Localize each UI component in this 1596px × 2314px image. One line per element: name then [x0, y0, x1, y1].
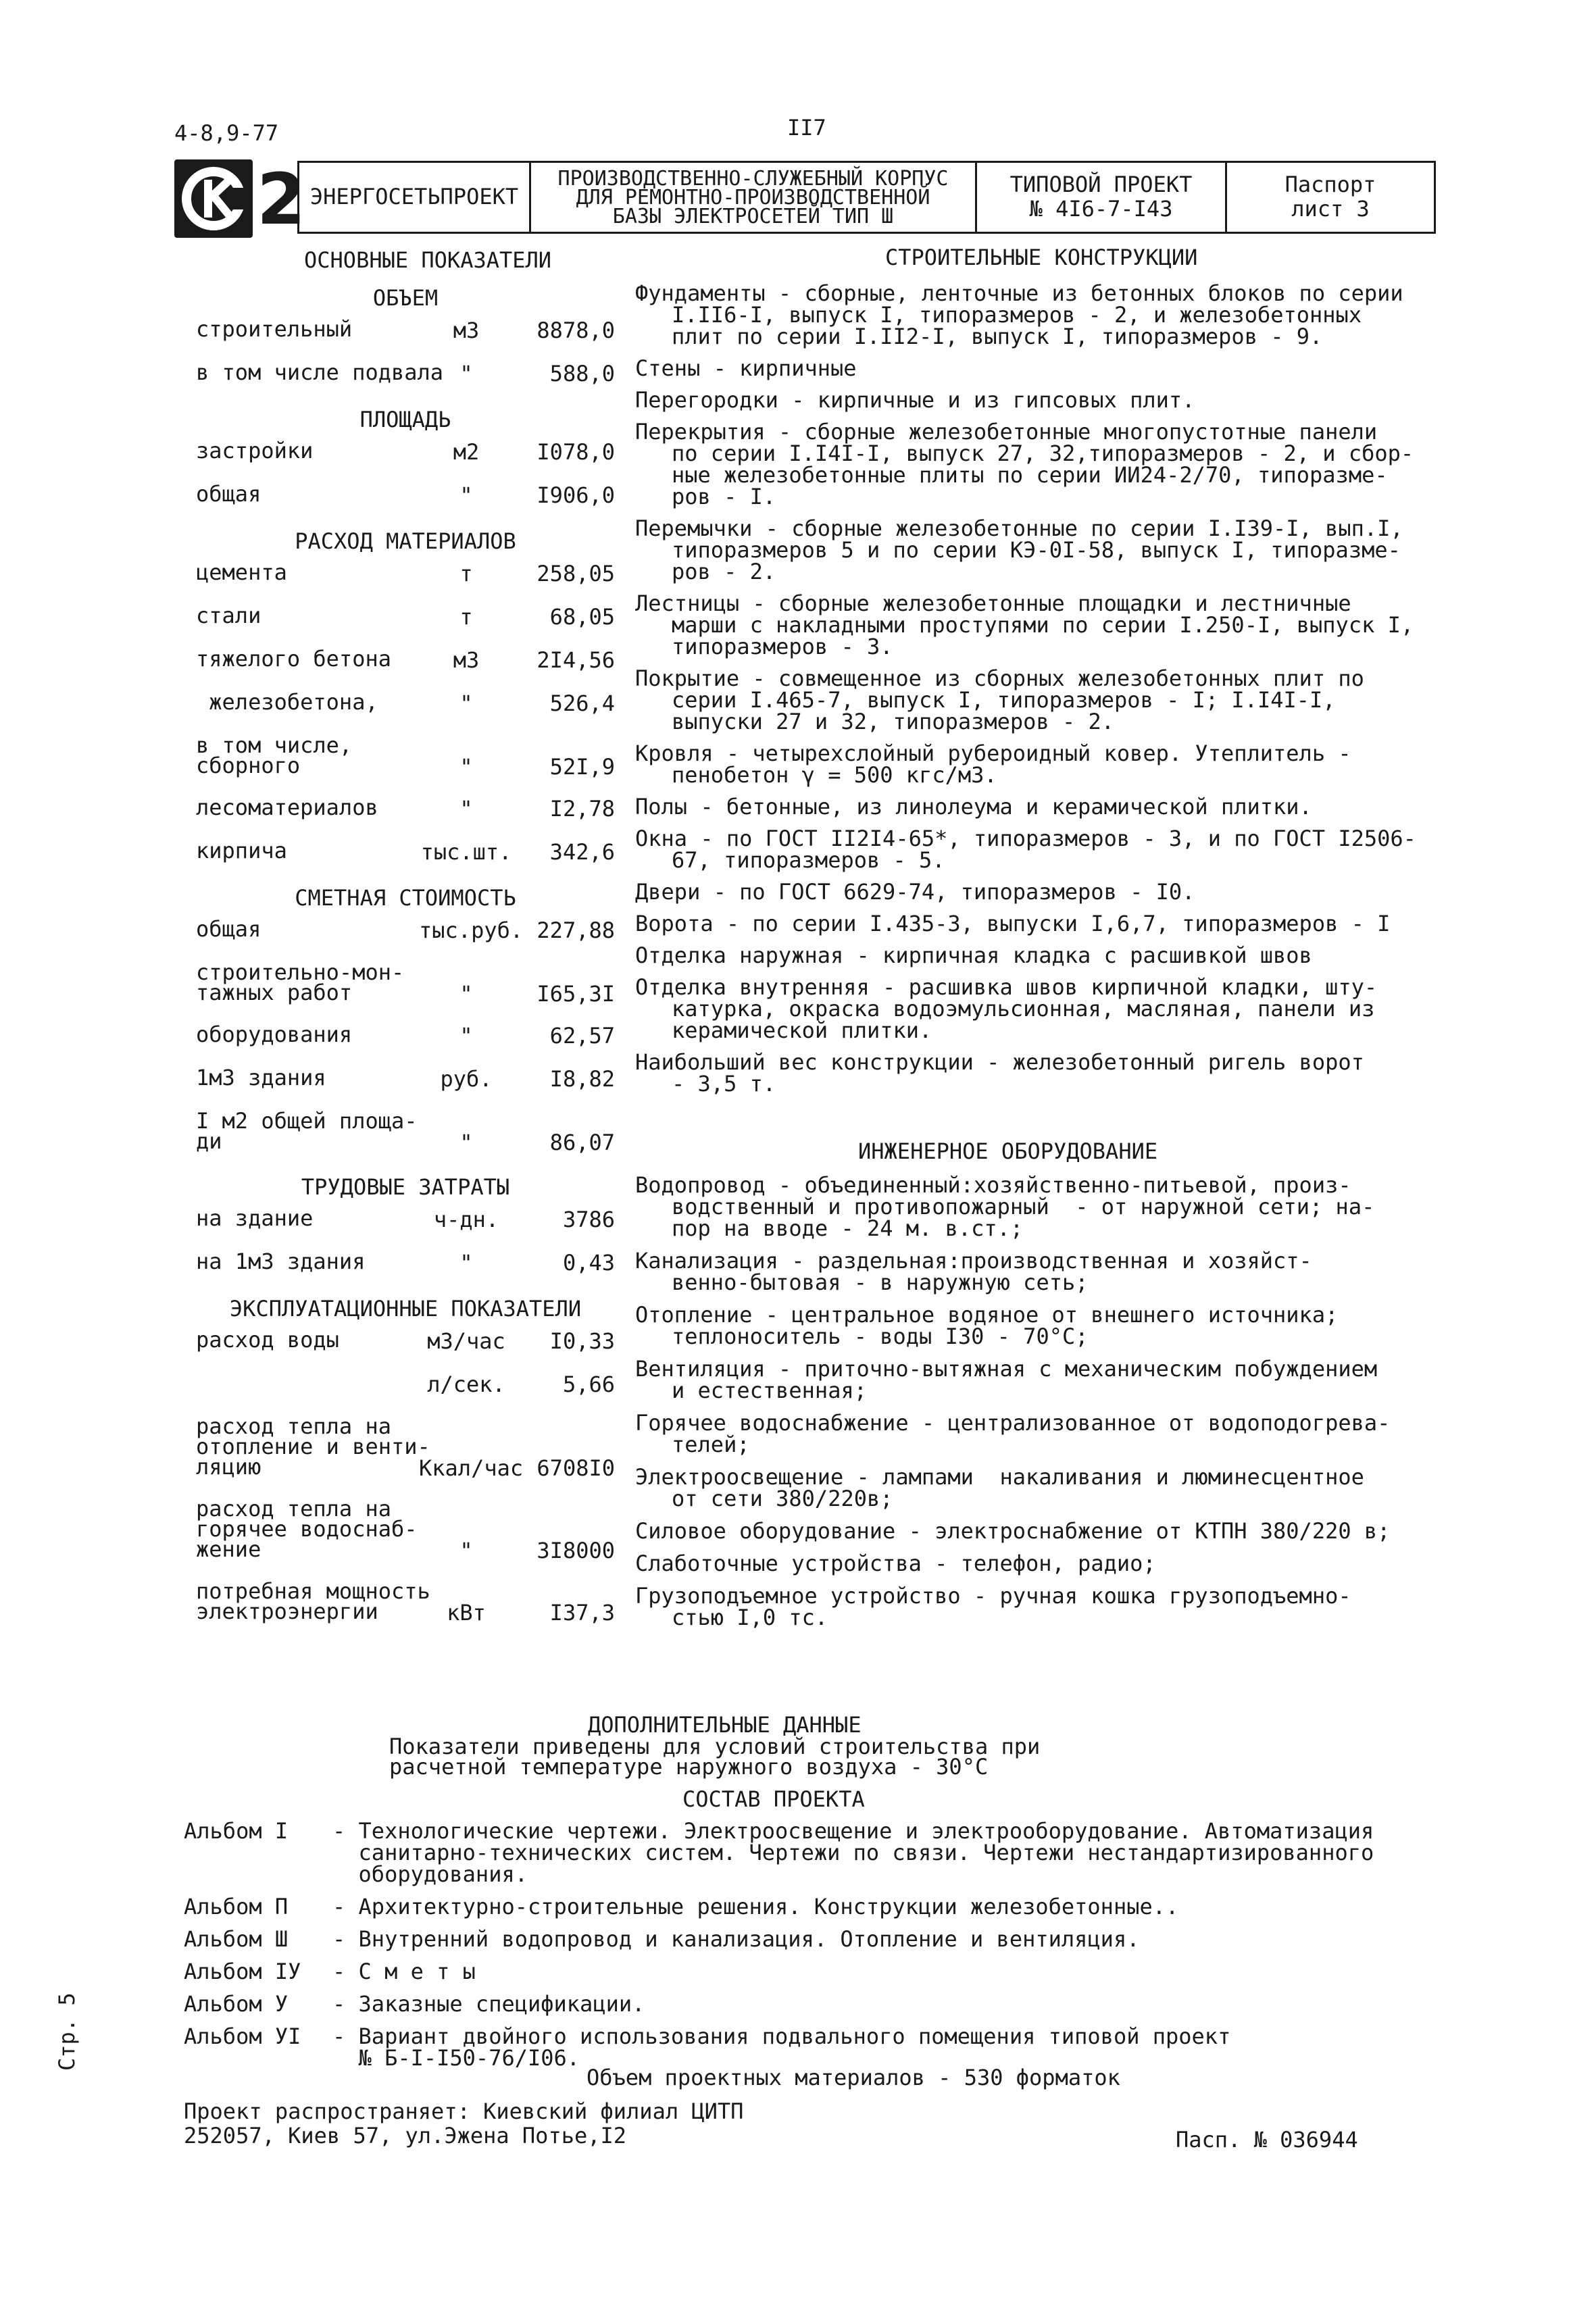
spec-paragraph [635, 590, 1466, 659]
indicator-label: на здание [196, 1205, 314, 1231]
indicator-unit: " [459, 1023, 473, 1049]
album-description: - Заказные спецификации. [332, 1991, 645, 2017]
spec-line: Ворота - по серии I.435-3, выпуски I,6,7, типоразмеров - I [635, 911, 1391, 936]
spec-paragraph [635, 1051, 1466, 1095]
spec-line: катурка, окраска водоэмульсионная, масляная, панели из [672, 996, 1375, 1022]
indicator-unit: кВт [447, 1600, 486, 1626]
indicator-value: I906,0 [537, 482, 615, 508]
album-description: - Вариант двойного использования подвального помещения типовой проект № Б-I-I50-76/I06. [332, 2023, 1231, 2071]
distributor: Проект распространяет: Киевский филиал ЦИТП [184, 2098, 744, 2124]
indicator-section-heading: СМЕТНАЯ СТОИМОСТЬ [295, 885, 516, 911]
album-label: Альбом I [184, 1818, 289, 1844]
indicator-value: 342,6 [549, 839, 615, 865]
spec-paragraph [635, 1585, 1466, 1628]
spec-line: пор на вводе - 24 м. в.ст.; [672, 1215, 1024, 1241]
passport-cell [1225, 163, 1434, 232]
indicator-label: расход тепла на отопление и венти- ляцию [196, 1413, 430, 1480]
indicator-value: 526,4 [549, 690, 615, 716]
indicator-label: I м2 общей площа- ди [196, 1108, 418, 1154]
logo [174, 159, 253, 238]
spec-line: Водопровод - объединенный:хозяйственно-питьевой, произ- [635, 1172, 1351, 1198]
spec-line: выпуски 27 и 32, типоразмеров - 2. [672, 709, 1115, 734]
album-description: - Технологические чертежи. Электроосвещение и электрооборудование. Автоматизация санитарно-технических систем. Чертежи по связи. Чертежи нестандартизированного оборудования. [332, 1818, 1374, 1887]
indicator-label: застройки [196, 438, 314, 463]
indicator-unit: " [459, 1250, 473, 1276]
indicator-unit: л/сек. [427, 1372, 505, 1397]
indicator-value: 3I8000 [537, 1538, 615, 1563]
spec-paragraph [635, 1520, 1466, 1542]
indicator-label: кирпича [196, 838, 287, 863]
spec-paragraph [635, 881, 1466, 903]
spec-line: Окна - по ГОСТ II2I4-65*, типоразмеров - 3, и по ГОСТ I2506- [635, 826, 1416, 851]
indicator-value: 8878,0 [537, 318, 615, 343]
indicator-unit: тыс.шт. [420, 839, 512, 865]
spec-paragraph [635, 1553, 1466, 1574]
album-label: Альбом IУ [184, 1959, 301, 1984]
indicator-label: строительно-мон- тажных работ [196, 959, 405, 1005]
indicator-unit: м3/час [427, 1328, 505, 1354]
spec-line: Отделка наружная - кирпичная кладка с расшивкой швов [635, 942, 1312, 968]
main-indicators-title: ОСНОВНЫЕ ПОКАЗАТЕЛИ [304, 247, 552, 273]
indicator-value: 6708I0 [537, 1455, 615, 1481]
indicator-value: 258,05 [537, 561, 615, 586]
additional-title: ДОПОЛНИТЕЛЬНЫЕ ДАННЫЕ [588, 1712, 862, 1738]
title-block [297, 161, 1436, 234]
spec-paragraph [635, 828, 1466, 871]
indicator-label: тяжелого бетона [196, 646, 391, 672]
spec-paragraph [635, 1466, 1466, 1509]
album-label: Альбом П [184, 1894, 289, 1919]
indicator-label: расход воды [196, 1327, 339, 1353]
album-label: Альбом У [184, 1991, 289, 2017]
spec-paragraph [635, 740, 1466, 788]
spec-line: водственный и противопожарный - от наружной сети; на- [672, 1194, 1375, 1219]
indicator-value: 588,0 [549, 361, 615, 386]
spec-line: ров - 2. [672, 559, 776, 584]
spec-line: Лестницы - сборные железобетонные площадки и лестничные [635, 590, 1351, 616]
indicator-unit: тыс.руб. [419, 917, 524, 943]
indicator-unit: " [459, 796, 473, 822]
indicator-unit: " [459, 1130, 473, 1155]
indicator-unit: м3 [453, 647, 480, 673]
spec-line: Слаботочные устройства - телефон, радио; [635, 1551, 1156, 1576]
additional-line: расчетной температуре наружного воздуха - 30°С [389, 1754, 989, 1780]
additional-line: Показатели приведены для условий строительства при [389, 1734, 1041, 1759]
indicator-label: общая [196, 916, 261, 942]
album-description: - Внутренний водопровод и канализация. Отопление и вентиляция. [332, 1926, 1140, 1952]
indicator-unit: Ккал/час [419, 1455, 524, 1481]
passport-label: Паспорт [1285, 172, 1376, 197]
indicator-unit: " [459, 690, 473, 716]
spec-line: керамической плитки. [672, 1017, 932, 1043]
spec-paragraph [635, 1412, 1466, 1455]
spec-paragraph [635, 665, 1466, 734]
indicator-section-heading: ЭКСПЛУАТАЦИОННЫЕ ПОКАЗАТЕЛИ [229, 1296, 582, 1322]
spec-line: Полы - бетонные, из линолеума и керамической плитки. [635, 794, 1312, 820]
indicator-unit: руб. [440, 1066, 493, 1092]
indicator-label: железобетона, [196, 689, 378, 715]
indicator-value: 2I4,56 [537, 647, 615, 673]
typical-project-number: № 4I6-7-I43 [1029, 196, 1173, 222]
spec-line: от сети 380/220в; [672, 1486, 893, 1511]
spec-line: пенобетон γ = 500 кгс/м3. [672, 762, 997, 788]
indicator-label: лесоматериалов [196, 795, 378, 820]
spec-line: Канализация - раздельная:производственная и хозяйст- [635, 1248, 1312, 1274]
spec-line: Электроосвещение - лампами накаливания и люминесцентное [635, 1464, 1364, 1490]
spec-line: Фундаменты - сборные, ленточные из бетонных блоков по серии [635, 280, 1403, 306]
indicator-value: 68,05 [549, 604, 615, 630]
indicator-label: на 1м3 здания [196, 1249, 366, 1274]
indicator-unit: т [459, 604, 473, 630]
indicator-unit: т [459, 561, 473, 586]
album-description: - С м е т ы [332, 1959, 476, 1984]
spec-line: Покрытие - совмещенное из сборных железобетонных плит по [635, 665, 1364, 691]
spec-line: 67, типоразмеров - 5. [672, 847, 945, 873]
indicator-label: стали [196, 603, 261, 628]
indicator-value: I078,0 [537, 439, 615, 465]
indicator-unit: " [459, 754, 473, 780]
indicator-label: цемента [196, 559, 287, 585]
organization-name: ЭНЕРГОСЕТЬПРОЕКТ [309, 184, 519, 209]
composition-title: СОСТАВ ПРОЕКТА [682, 1786, 865, 1812]
spec-line: Вентиляция - приточно-вытяжная с механическим побуждением [635, 1356, 1378, 1382]
indicator-value: 5,66 [562, 1372, 615, 1397]
spec-line: типоразмеров 5 и по серии КЭ-0I-58, выпуск I, типоразме- [672, 537, 1401, 563]
spec-line: стью I,0 тс. [672, 1605, 828, 1630]
indicator-label: 1м3 здания [196, 1065, 326, 1090]
page-side-label: Стр. 5 [54, 1992, 80, 2071]
spec-paragraph [635, 389, 1466, 411]
spec-line: Отделка внутренняя - расшивка швов кирпичной кладки, шту- [635, 974, 1378, 1000]
spec-paragraph [635, 942, 1466, 968]
album-label: Альбом УI [184, 2023, 301, 2049]
spec-paragraph [635, 1358, 1466, 1401]
spec-line: марши с накладными проступями по серии I.250-I, выпуск I, [672, 612, 1414, 638]
spec-line: венно-бытовая - в наружную сеть; [672, 1269, 1089, 1295]
construction-title: СТРОИТЕЛЬНЫЕ КОНСТРУКЦИИ [885, 245, 1198, 270]
project-title-line: БАЗЫ ЭЛЕКТРОСЕТЕЙ ТИП Ш [612, 205, 894, 228]
project-title-line: ДЛЯ РЕМОНТНО-ПРОИЗВОДСТВЕННОЙ [576, 186, 930, 209]
project-title-line: ПРОИЗВОДСТВЕННО-СЛУЖЕБНЫЙ КОРПУС [557, 167, 949, 191]
spec-line: плит по серии I.II2-I, выпуск I, типоразмеров - 9. [672, 324, 1323, 349]
indicator-unit: м3 [453, 318, 480, 343]
indicator-value: I2,78 [549, 796, 615, 822]
indicator-label: в том числе, сборного [196, 732, 353, 778]
indicator-label: строительный [196, 316, 353, 342]
album-description: - Архитектурно-строительные решения. Конструкции железобетонные.. [332, 1894, 1179, 1919]
indicator-unit: " [459, 1538, 473, 1563]
volume-line: Объем проектных материалов - 530 форматок [587, 2065, 1120, 2090]
spec-paragraph [635, 1250, 1466, 1293]
spec-line: Перегородки - кирпичные и из гипсовых плит. [635, 387, 1195, 413]
page-number: II7 [787, 115, 826, 141]
spec-line: Грузоподъемное устройство - ручная кошка грузоподъемно- [635, 1583, 1351, 1609]
albums-list [184, 1820, 1468, 2090]
spec-line: Силовое оборудование - электроснабжение от КТПН 380/220 в; [635, 1518, 1391, 1544]
spec-line: I.II6-I, выпуск I, типоразмеров - 2, и железобетонных [672, 302, 1362, 328]
spec-paragraph [635, 421, 1466, 507]
spec-line: телей; [672, 1432, 750, 1457]
indicator-value: 52I,9 [549, 754, 615, 780]
album-label: Альбом Ш [184, 1926, 289, 1952]
spec-paragraph [635, 976, 1466, 1041]
spec-line: Наибольший вес конструкции - железобетонный ригель ворот [635, 1049, 1364, 1075]
spec-line: Стены - кирпичные [635, 355, 857, 381]
address: 252057, Киев 57, ул.Эжена Потье,I2 [184, 2123, 627, 2148]
spec-paragraph [635, 796, 1466, 818]
spec-line: - 3,5 т. [672, 1071, 776, 1097]
spec-line: Горячее водоснабжение - централизованное от водоподогрева- [635, 1410, 1391, 1436]
spec-paragraph [635, 1174, 1466, 1239]
spec-line: и естественная; [672, 1378, 867, 1403]
passport-sheet: лист 3 [1291, 196, 1370, 222]
indicator-label: расход тепла на горячее водоснаб- жение [196, 1496, 418, 1562]
indicator-unit: м2 [453, 439, 480, 465]
indicator-value: 62,57 [549, 1023, 615, 1049]
indicator-value: I0,33 [549, 1328, 615, 1354]
indicator-value: I37,3 [549, 1600, 615, 1626]
spec-line: ные железобетонные плиты по серии ИИ24-2/70, типоразме- [672, 462, 1388, 488]
spec-line: серии I.465-7, выпуск I, типоразмеров - I; I.I4I-I, [672, 687, 1336, 713]
indicator-value: 3786 [562, 1207, 615, 1232]
spec-paragraph [635, 1304, 1466, 1347]
passport-number: Пасп. № 036944 [1176, 2127, 1358, 2153]
spec-line: Перемычки - сборные железобетонные по серии I.I39-I, вып.I, [635, 515, 1403, 541]
engineering-list [635, 1174, 1466, 1639]
spec-line: типоразмеров - 3. [672, 634, 893, 659]
indicator-value: 86,07 [549, 1130, 615, 1155]
indicator-section-heading: ОБЪЕМ [372, 285, 439, 311]
indicator-label: в том числе подвала [196, 359, 444, 385]
logo-ck-icon [174, 159, 253, 238]
spec-paragraph [635, 515, 1466, 584]
spec-line: Отопление - центральное водяное от внешнего источника; [635, 1302, 1339, 1328]
engineering-title: ИНЖЕНЕРНОЕ ОБОРУДОВАНИЕ [858, 1138, 1158, 1164]
indicator-section-heading: ТРУДОВЫЕ ЗАТРАТЫ [301, 1174, 510, 1200]
indicator-section-heading: ПЛОЩАДЬ [359, 407, 451, 432]
indicator-unit: " [459, 361, 473, 386]
indicator-value: I65,3I [537, 981, 615, 1007]
typical-project-label: ТИПОВОЙ ПРОЕКТ [1009, 172, 1193, 197]
indicator-unit: ч-дн. [433, 1207, 499, 1232]
construction-list [635, 282, 1466, 1105]
main-indicators-table [196, 284, 628, 1716]
indicator-label: общая [196, 481, 261, 507]
indicator-unit: " [459, 482, 473, 508]
indicator-value: 227,88 [537, 917, 615, 943]
indicator-label: потребная мощность электроэнергии [196, 1578, 430, 1624]
spec-paragraph [635, 357, 1466, 379]
spec-paragraph [635, 913, 1466, 934]
spec-line: Двери - по ГОСТ 6629-74, типоразмеров - I0. [635, 879, 1195, 905]
typical-project [975, 163, 1225, 232]
spec-line: теплоноситель - воды I30 - 70°С; [672, 1324, 1089, 1349]
spec-line: Перекрытия - сборные железобетонные многопустотные панели [635, 419, 1378, 445]
indicator-label: оборудования [196, 1022, 353, 1047]
spec-line: Кровля - четырехслойный рубероидный ковер. Утеплитель - [635, 740, 1351, 766]
logo-number: 2 [257, 158, 306, 241]
indicator-value: I8,82 [549, 1066, 615, 1092]
indicator-value: 0,43 [562, 1250, 615, 1276]
page-reference: 4-8,9-77 [174, 120, 279, 146]
indicator-unit: " [459, 981, 473, 1007]
project-title [529, 163, 975, 232]
indicator-section-heading: РАСХОД МАТЕРИАЛОВ [295, 528, 516, 554]
spec-paragraph [635, 282, 1466, 347]
spec-line: по серии I.I4I-I, выпуск 27, 32,типоразмеров - 2, и сбор- [672, 441, 1414, 466]
spec-line: ров - I. [672, 484, 776, 509]
